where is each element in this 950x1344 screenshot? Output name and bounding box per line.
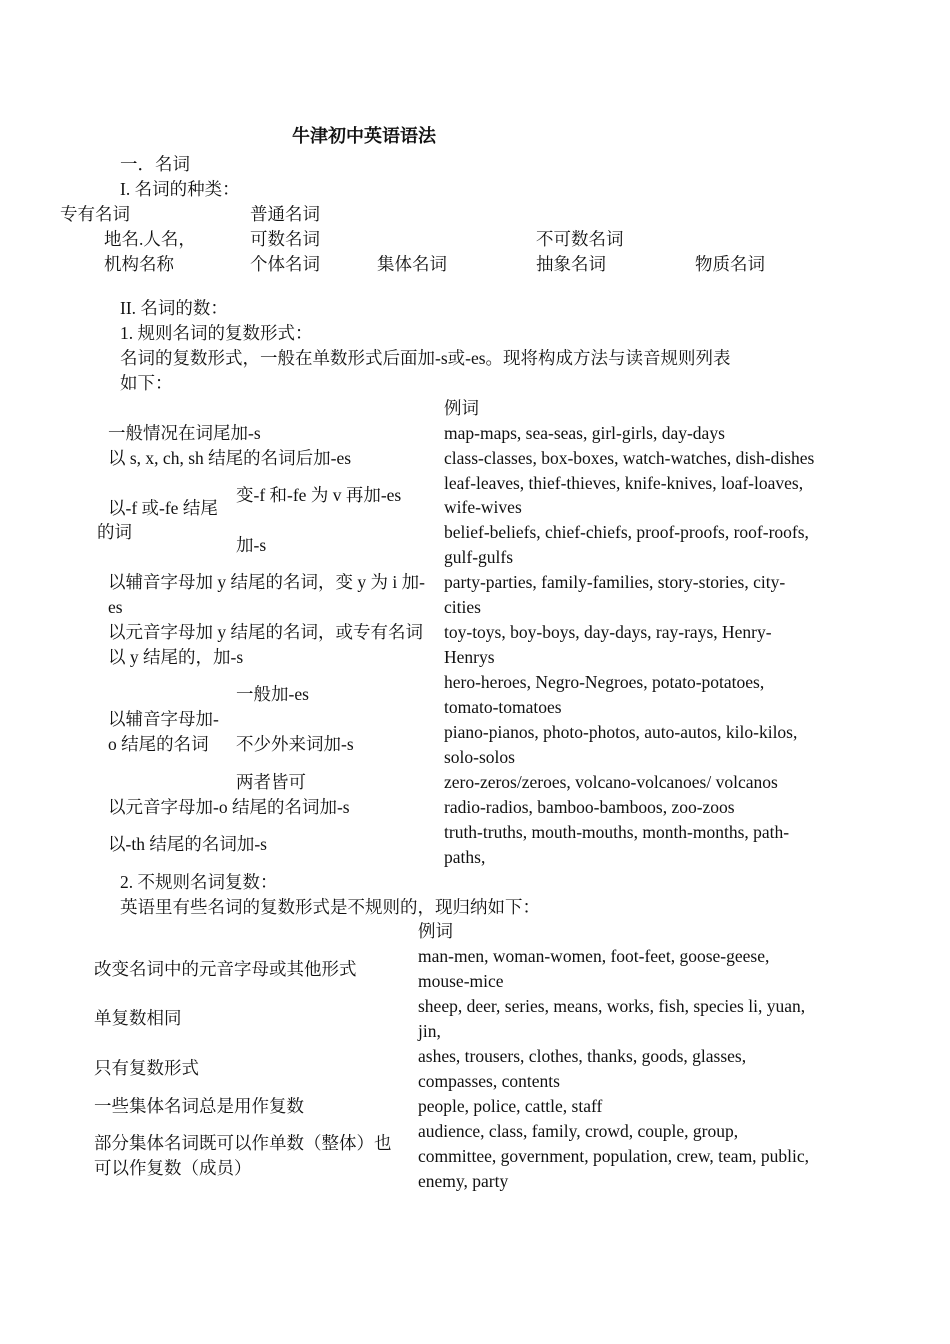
table-row-rule: 一般情况在词尾加-s [108,423,261,443]
table-row-examples: belief-beliefs, chief-chiefs, proof-proofs, roof-roofs, [444,522,809,542]
regular-heading: 1. 规则名词的复数形式： [120,323,313,343]
table-row-examples: mouse-mice [418,971,504,991]
kind-countable: 可数名词 [250,229,320,249]
table-row-rule: 以辅音字母加 y 结尾的名词，变 y 为 i 加- [108,572,425,592]
table-row-rule: 以 s, x, ch, sh 结尾的名词后加-es [108,448,352,468]
table-row-examples: wife-wives [444,497,522,517]
table-row-rule: 以元音字母加-o 结尾的名词加-s [108,797,350,817]
table-row-examples: class-classes, box-boxes, watch-watches, dish-dishes [444,448,815,468]
table-row-examples: ashes, trousers, clothes, thanks, goods, glasses, [418,1046,747,1066]
table-group-label: o 结尾的名词 [108,734,209,754]
kind-common: 普通名词 [250,204,320,224]
table-row-examples: man-men, woman-women, foot-feet, goose-geese, [418,946,770,966]
table-row-examples: leaf-leaves, thief-thieves, knife-knives, loaf-loaves, [444,473,804,493]
table-row-rule: 以-th 结尾的名词加-s [108,834,267,854]
kind-abstract: 抽象名词 [536,254,606,274]
table-row-rule: 改变名词中的元音字母或其他形式 [94,959,357,979]
table-row-examples: solo-solos [444,747,515,767]
table-row-examples: Henrys [444,647,495,667]
table-row-rule: 可以作复数（成员） [94,1158,252,1178]
kind-proper: 专有名词 [60,204,130,224]
examples-header: 例词 [444,398,479,418]
kind-material: 物质名词 [695,254,765,274]
number-heading: II. 名词的数： [120,298,228,318]
table-row-examples: gulf-gulfs [444,547,514,567]
kind-proper-sub1: 地名.人名， [104,229,196,249]
table-row-rule: 以元音字母加 y 结尾的名词，或专有名词 [108,622,423,642]
table-group-label: 以辅音字母加- [108,709,219,729]
table-row-rule: 一般加-es [236,684,309,704]
table-row-examples: map-maps, sea-seas, girl-girls, day-days [444,423,725,443]
table-row-examples: compasses, contents [418,1071,560,1091]
kind-proper-sub2: 机构名称 [104,254,174,274]
section-heading-nouns: 一．名词 [120,154,190,174]
table-row-rule: 只有复数形式 [94,1058,199,1078]
table-row-examples: paths, [444,847,486,867]
kind-collective: 集体名词 [377,254,447,274]
regular-intro-line2: 如下： [120,373,173,393]
irregular-intro: 英语里有些名词的复数形式是不规则的，现归纳如下： [120,897,540,917]
table-row-rule: es [108,597,123,617]
table-row-examples: piano-pianos, photo-photos, auto-autos, kilo-kilos, [444,722,798,742]
table-row-examples: hero-heroes, Negro-Negroes, potato-potatoes, [444,672,765,692]
table-row-examples: tomato-tomatoes [444,697,562,717]
table-group-label: 以-f 或-fe 结尾 [108,498,218,518]
irregular-heading: 2. 不规则名词复数： [120,872,278,892]
examples-header: 例词 [418,921,453,941]
kind-individual: 个体名词 [250,254,320,274]
table-row-rule: 单复数相同 [94,1008,182,1028]
table-row-rule: 一些集体名词总是用作复数 [94,1096,304,1116]
table-row-rule: 两者皆可 [236,772,306,792]
table-row-examples: jin, [418,1021,441,1041]
table-row-rule: 部分集体名词既可以作单数（整体）也 [94,1133,392,1153]
table-row-examples: zero-zeros/zeroes, volcano-volcanoes/ volcanos [444,772,778,792]
table-row-examples: party-parties, family-families, story-stories, city- [444,572,786,592]
table-row-examples: audience, class, family, crowd, couple, group, [418,1121,739,1141]
table-row-examples: truth-truths, mouth-mouths, month-months, path- [444,822,790,842]
table-row-rule: 加-s [236,535,267,555]
table-row-examples: sheep, deer, series, means, works, fish, species li, yuan, [418,996,806,1016]
table-row-examples: enemy, party [418,1171,509,1191]
table-row-rule: 变-f 和-fe 为 v 再加-es [236,485,402,505]
kind-uncountable: 不可数名词 [536,229,624,249]
document-title: 牛津初中英语语法 [292,126,436,146]
table-row-examples: radio-radios, bamboo-bamboos, zoo-zoos [444,797,735,817]
table-row-examples: toy-toys, boy-boys, day-days, ray-rays, Henry- [444,622,772,642]
regular-intro-line1: 名词的复数形式，一般在单数形式后面加-s或-es。现将构成方法与读音规则列表 [120,348,731,368]
table-row-examples: people, police, cattle, staff [418,1096,603,1116]
kinds-heading: I. 名词的种类： [120,179,240,199]
table-row-rule: 不少外来词加-s [236,734,354,754]
table-row-examples: committee, government, population, crew, team, public, [418,1146,810,1166]
table-row-examples: cities [444,597,481,617]
table-row-rule: 以 y 结尾的，加-s [108,647,244,667]
table-group-label: 的词 [97,522,132,542]
